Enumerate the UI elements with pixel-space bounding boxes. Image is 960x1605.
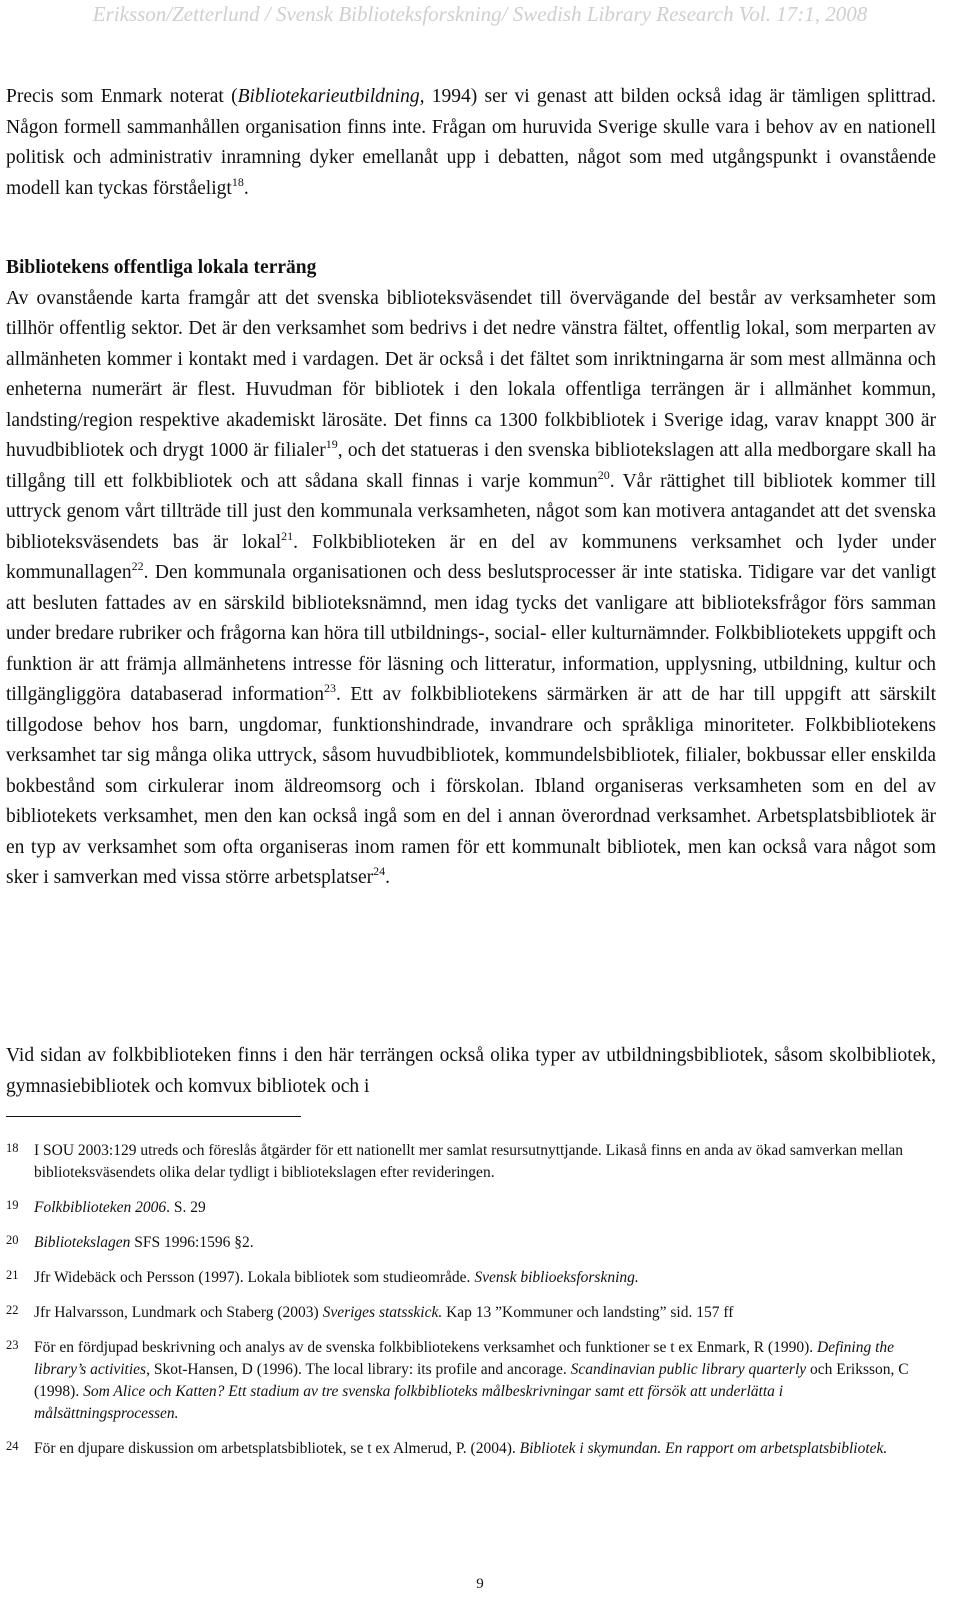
text-run: , och det statueras i den svenska bibliotekslagen att alla medborgare skall ha tillgång till ett folkbibliotek och att sådana skall finnas i varje kommun bbox=[6, 440, 936, 492]
footnote-ref[interactable]: 21 bbox=[281, 528, 294, 543]
text-run: . Vår rättighet till bibliotek kommer till uttryck genom vårt tillträde till just den kommunala verksamheten, något som kan motivera antagandet att det svenska biblioteksväsendets bas är lokal bbox=[6, 470, 936, 553]
footnote-number: 18 bbox=[6, 1141, 19, 1155]
footnote-item bbox=[6, 1438, 931, 1460]
text-run: Precis som Enmark noterat ( bbox=[6, 86, 238, 107]
running-header: Eriksson/Zetterlund / Svensk Biblioteksforskning/ Swedish Library Research Vol. 17:1, 2008 bbox=[92, 2, 868, 26]
footnote-number: 24 bbox=[6, 1439, 19, 1453]
footnote-italic: Defining the library’s activities bbox=[34, 1339, 895, 1378]
footnote-number: 23 bbox=[6, 1338, 19, 1352]
footnote-italic: Svensk biblioeksforskning. bbox=[474, 1269, 639, 1286]
footnote-text: För en fördjupad beskrivning och analys av de svenska folkbibliotekens verksamhet och funktioner se t ex Enmark, R (1990). bbox=[34, 1339, 817, 1356]
footnote-item bbox=[6, 1302, 931, 1324]
footnote-item bbox=[6, 1232, 931, 1254]
footnote-ref[interactable]: 18 bbox=[231, 174, 244, 189]
footnote-text: . S. 29 bbox=[166, 1199, 206, 1216]
footnote-italic: Bibliotek i skymundan. En rapport om arbetsplatsbibliotek. bbox=[519, 1440, 888, 1457]
footnote-ref[interactable]: 23 bbox=[323, 681, 336, 695]
text-run: . Ett av folkbibliotekens särmärken är att de har till uppgift att särskilt tillgodose behov hos barn, ungdomar, funktionshindrade, invandrare och språkliga minoriteter. Folkbibliotekens verksamhet tar sig många olika uttryck, såsom huvudbibliotek, kommundelsbibliotek, filialer, bokbussar eller enskilda bokbestånd som cirkulerar inom äldreomsorg och i förskolan. Ibland organiseras verksamheten som en del av bibliotekets verksamhet, men den kan också ingå som en del i annan överordnad verksamhet. Arbetsplatsbibliotek är en typ av verksamhet som ofta organiseras inom ramen för ett kommunalt bibliotek, men kan också vara något som sker i samverkan med vissa större arbetsplatser bbox=[6, 684, 936, 888]
footnote-ref[interactable]: 20 bbox=[597, 467, 610, 482]
paragraph-text: Vid sidan av folkbiblioteken finns i den här terrängen också olika typer av utbildningsbibliotek, såsom skolbibliotek, gymnasiebibliotek och komvux bibliotek och i bbox=[6, 1045, 936, 1097]
footnote-text: Jfr Widebäck och Persson (1997). Lokala bibliotek som studieområde. bbox=[34, 1269, 475, 1286]
text-run: Av ovanstående karta framgår att det svenska biblioteksväsendet till övervägande del består av verksamheter som tillhör offentlig sektor. Det är den verksamhet som bedrivs i det nedre vänstra fältet, offentlig lokal, som merparten av allmänheten kommer i kontakt med i vardagen. Det är också i det fältet som inriktningarna är som mest allmänna och enheterna numerärt är flest. Huvudman för bibliotek i den lokala offentliga terrängen är i allmänhet kommun, landsting/region respektive akademiskt lärosäte. Det finns ca 1300 folkbibliotek i Sverige idag, varav knappt 300 är huvudbibliotek och drygt 1000 är filialer bbox=[6, 287, 936, 461]
paragraph-main bbox=[6, 284, 936, 894]
section-local-public bbox=[6, 253, 936, 894]
footnote-text: och Eriksson, C (1998). bbox=[34, 1361, 909, 1400]
footnote-italic: Sveriges statsskick. bbox=[322, 1304, 443, 1321]
footnote-ref[interactable]: 19 bbox=[325, 437, 338, 451]
footnote-italic: Folkbiblioteken 2006 bbox=[34, 1199, 167, 1216]
page-number: 9 bbox=[476, 1576, 484, 1592]
footnote-text: Jfr Halvarsson, Lundmark och Staberg (2003) bbox=[34, 1304, 323, 1321]
footnote-number: 21 bbox=[6, 1268, 19, 1282]
footnote-text: , Skot-Hansen, D (1996). The local library: its profile and ancorage. bbox=[146, 1361, 571, 1378]
text-run: . bbox=[385, 867, 391, 888]
italic-title: Bibliotekarieutbildning, bbox=[237, 86, 425, 107]
footnote-item bbox=[6, 1267, 931, 1289]
footnote-text: SFS 1996:1596 §2. bbox=[130, 1234, 254, 1251]
text-run: . bbox=[243, 177, 249, 199]
footnote-number: 19 bbox=[6, 1198, 19, 1212]
footnote-text: För en djupare diskussion om arbetsplatsbibliotek, se t ex Almerud, P. (2004). bbox=[34, 1440, 520, 1457]
footnote-item bbox=[6, 1197, 931, 1219]
footnote-number: 22 bbox=[6, 1303, 19, 1317]
text-run: 1994) ser vi genast att bilden också idag är tämligen splittrad. Någon formell sammanhållen organisation finns inte. Frågan om huruvida Sverige skulle vara i behov av en nationell politisk och administrativ inramning dyker emellanåt upp i debatten, något som med utgångspunkt i ovanstående modell kan tyckas förståeligt bbox=[6, 86, 936, 199]
footnote-item bbox=[6, 1140, 931, 1184]
footnotes bbox=[6, 1140, 931, 1473]
footnote-text: Kap 13 ”Kommuner och landsting” sid. 157 ff bbox=[442, 1304, 734, 1321]
footnote-italic: Som Alice och Katten? Ett stadium av tre svenska folkbiblioteks målbeskrivningar samt ett försök att underlätta i målsättningsprocessen. bbox=[34, 1383, 784, 1422]
footnote-item bbox=[6, 1337, 931, 1425]
footnote-italic: Scandinavian public library quarterly bbox=[570, 1361, 807, 1378]
footnote-ref[interactable]: 24 bbox=[373, 864, 386, 878]
text-run: . Den kommunala organisationen och dess beslutsprocesser är inte statiska. Tidigare var det vanligt att besluten fattades av en särskild biblioteksnämnd, men idag tycks det vanligare att biblioteksfrågor förs samman under bredare rubriker och frågorna kan höra till utbildnings-, social- eller kulturnämnder. Folkbibliotekets uppgift och funktion är att främja allmänhetens intresse för läsning och litteratur, information, upplysning, utbildning, kultur och tillgängliggöra databaserad information bbox=[6, 562, 936, 705]
paragraph-continued bbox=[6, 1041, 936, 1102]
text-run: . Folkbiblioteken är en del av kommunens verksamhet och lyder under kommunallagen bbox=[6, 531, 936, 583]
footnote-ref[interactable]: 22 bbox=[131, 559, 144, 573]
paragraph-intro bbox=[6, 82, 936, 204]
footnote-divider bbox=[6, 1116, 301, 1117]
footnote-italic: Bibliotekslagen bbox=[34, 1234, 131, 1251]
footnote-number: 20 bbox=[6, 1233, 19, 1247]
footnote-text: I SOU 2003:129 utreds och föreslås åtgärder för ett nationellt mer samlat resursutnyttjande. Likaså finns en anda av ökad samverkan mellan biblioteksväsendets olika delar tydligt i bibliotekslagen efter revideringen. bbox=[34, 1142, 904, 1181]
section-heading: Bibliotekens offentliga lokala terräng bbox=[6, 257, 317, 278]
